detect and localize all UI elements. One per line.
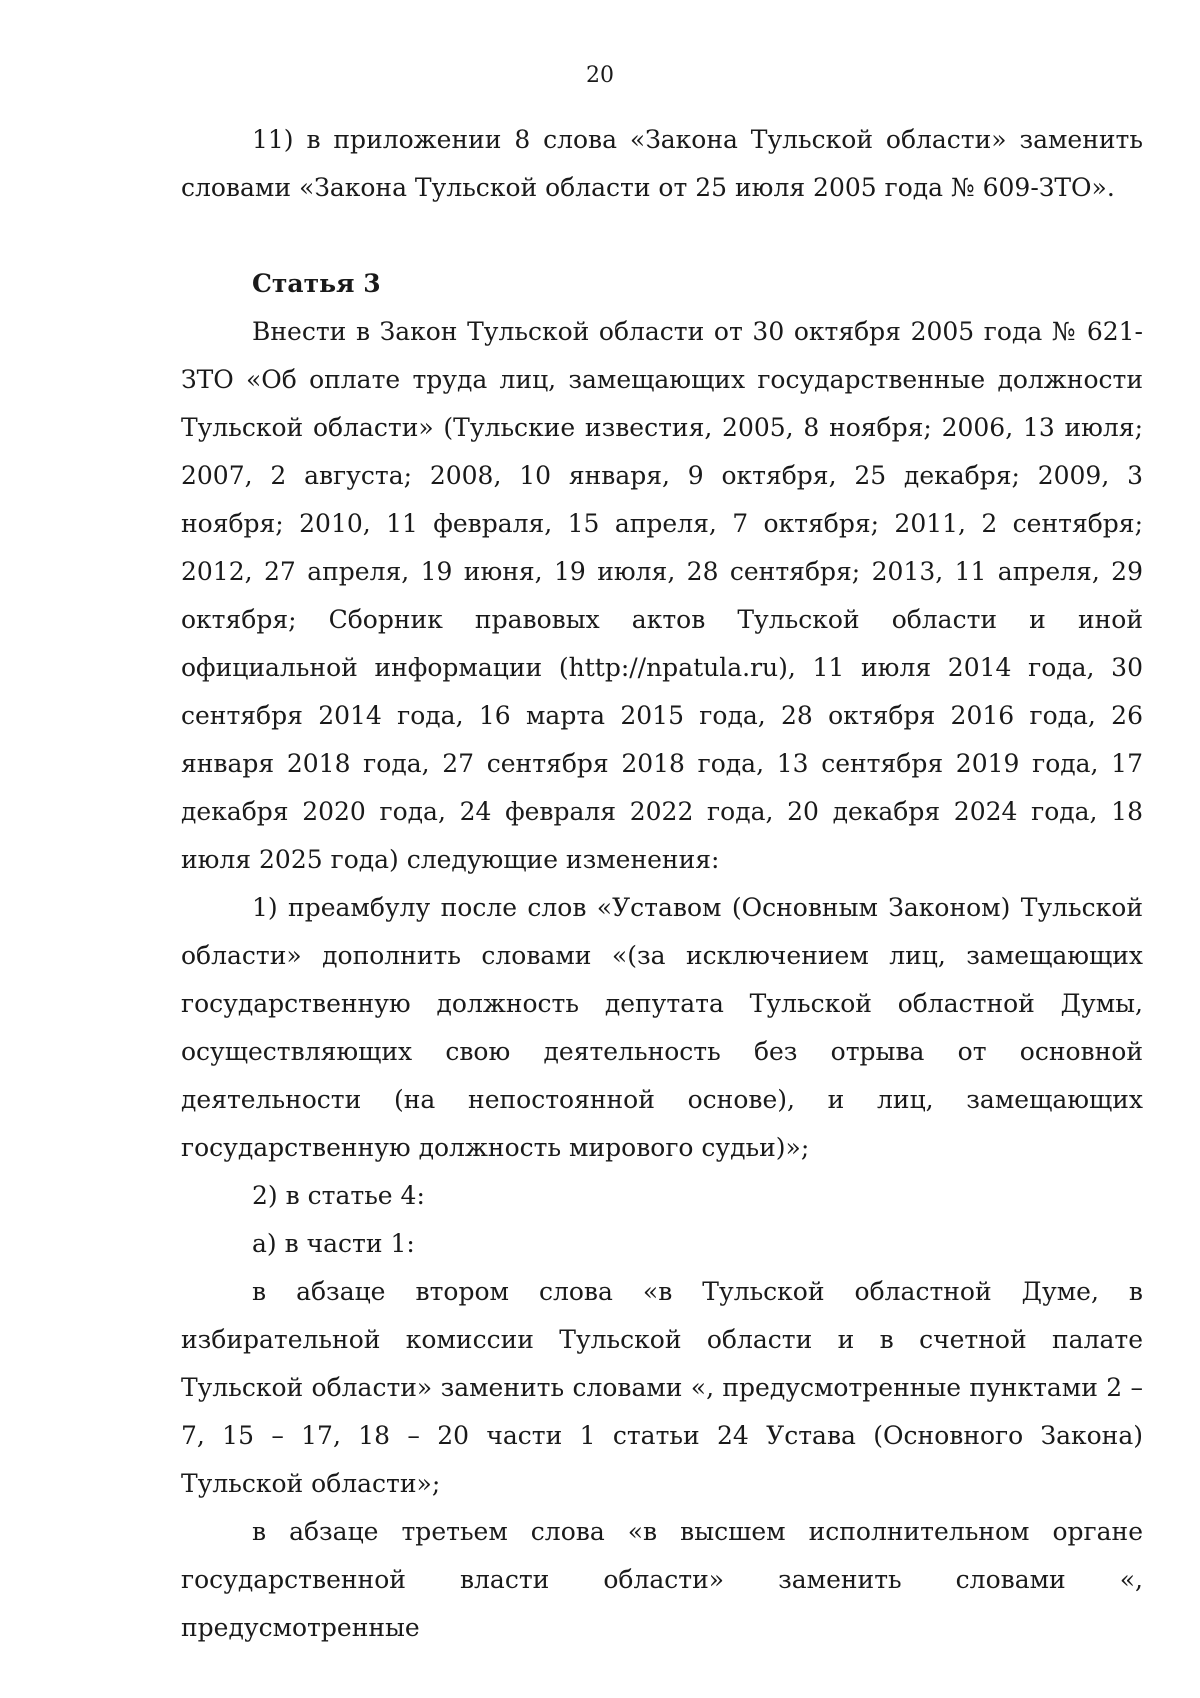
paragraph-item-1: 1) преамбулу после слов «Уставом (Основным Законом) Тульской области» дополнить словами «(за исключением лиц, замещающих государственную должность депутата Тульской областной Думы, осуществляющих свою деятельность без отрыва от основной деятельности (на непостоянной основе), и лиц, замещающих государственную должность мирового судьи)»; [181, 893, 1143, 1162]
paragraph-abzac-third: в абзаце третьем слова «в высшем исполнительном органе государственной власти области» заменить словами «, предусмотренные [181, 1517, 1143, 1642]
article-heading: Статья 3 [252, 269, 381, 298]
paragraph-item-2: 2) в статье 4: [252, 1181, 425, 1210]
page-number: 20 [586, 63, 614, 88]
paragraph-item-11: 11) в приложении 8 слова «Закона Тульской области» заменить словами «Закона Тульской области от 25 июля 2005 года № 609-ЗТО». [181, 125, 1143, 202]
paragraph-item-2a: а) в части 1: [252, 1229, 415, 1258]
spacer [181, 212, 1143, 260]
document-body [181, 116, 1143, 1652]
paragraph-article-intro: Внести в Закон Тульской области от 30 октября 2005 года № 621-ЗТО «Об оплате труда лиц, замещающих государственные должности Тульской области» (Тульские известия, 2005, 8 ноября; 2006, 13 июля; 2007, 2 августа; 2008, 10 января, 9 октября, 25 декабря; 2009, 3 ноября; 2010, 11 февраля, 15 апреля, 7 октября; 2011, 2 сентября; 2012, 27 апреля, 19 июня, 19 июля, 28 сентября; 2013, 11 апреля, 29 октября; Сборник правовых актов Тульской области и иной официальной информации (http://npatula.ru), 11 июля 2014 года, 30 сентября 2014 года, 16 марта 2015 года, 28 октября 2016 года, 26 января 2018 года, 27 сентября 2018 года, 13 сентября 2019 года, 17 декабря 2020 года, 24 февраля 2022 года, 20 декабря 2024 года, 18 июля 2025 года) следующие изменения: [181, 317, 1143, 874]
paragraph-abzac-second: в абзаце втором слова «в Тульской областной Думе, в избирательной комиссии Тульской области и в счетной палате Тульской области» заменить словами «, предусмотренные пунктами 2 – 7, 15 – 17, 18 – 20 части 1 статьи 24 Устава (Основного Закона) Тульской области»; [181, 1277, 1143, 1498]
